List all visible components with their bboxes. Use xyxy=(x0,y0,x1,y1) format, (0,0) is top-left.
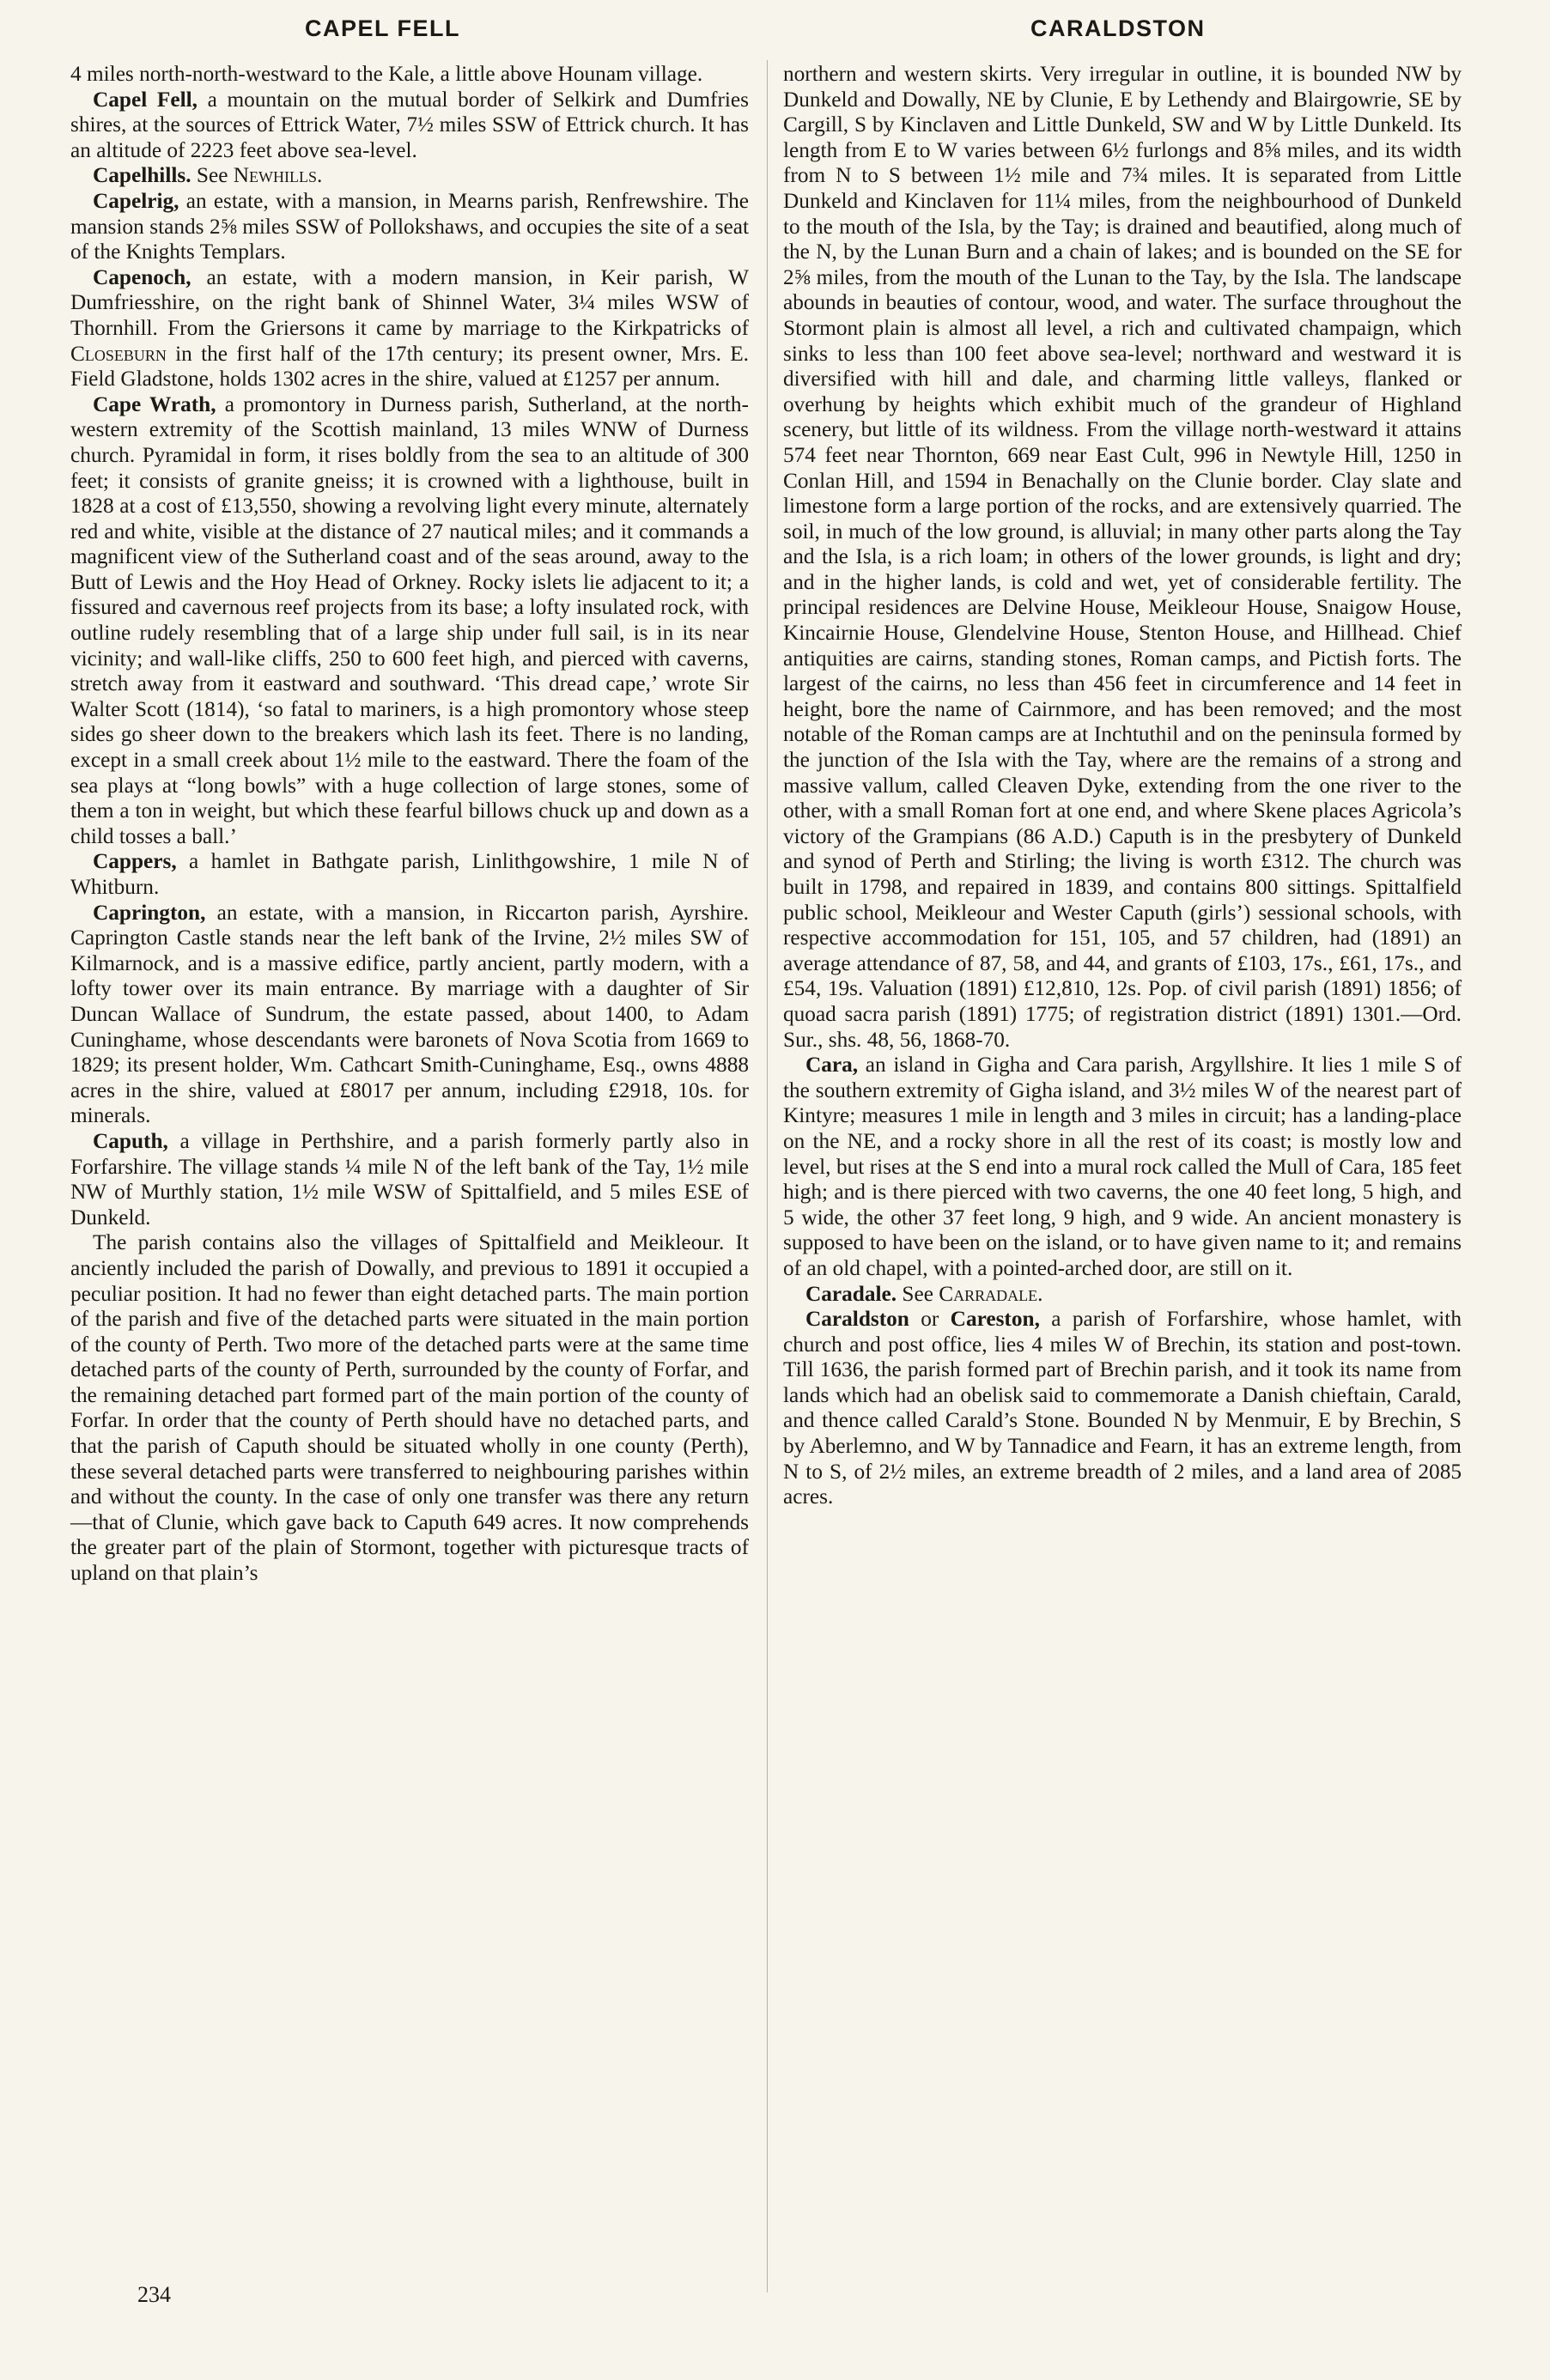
cross-reference: Carradale xyxy=(939,1281,1038,1306)
gazetteer-entry xyxy=(70,265,749,392)
running-header xyxy=(0,15,1550,50)
gazetteer-entry xyxy=(70,849,749,900)
entry-text: an estate, with a mansion, in Riccarton parish, Ayrshire. Caprington Castle stands near the left bank of the Irvine, 2½ miles SW of Kilmarnock, and is a massive edifice, partly ancient, partly modern, with a lofty tower over its main entrance. By marriage with a daughter of Sir Duncan Wallace of Sundrum, the estate passed, about 1400, to Adam Cuninghame, whose descendants were baronets of Nova Scotia from 1669 to 1829; its present holder, Wm. Cathcart Smith-Cuninghame, Esq., owns 4888 acres in the shire, valued at £8017 per annum, including £2918, 10s. for minerals. xyxy=(70,900,749,1128)
entry-text: a mountain on the mutual border of Selkirk and Dumfries shires, at the sources of Ettrick Water, 7½ miles SSW of Ettrick church. It has an altitude of 2223 feet above sea-level. xyxy=(70,87,749,162)
gazetteer-entry xyxy=(70,163,749,189)
gazetteer-entry xyxy=(783,1053,1462,1281)
gazetteer-entry xyxy=(783,1307,1462,1510)
entry-text-tail: a parish of Forfarshire, whose hamlet, with church and post office, lies 4 miles W of Brechin, its station and post-town. Till 1636, the parish formed part of Brechin parish, and it took its name from lands which had an obelisk said to commemorate a Danish chieftain, Carald, and thence called Carald’s Stone. Bounded N by Menmuir, E by Brechin, S by Aberlemno, and W by Tannadice and Fearn, it has an extreme length, from N to S, of 2½ miles, an extreme breadth of 2 miles, and a land area of 2085 acres. xyxy=(783,1307,1462,1509)
entry-text: an estate, with a mansion, in Mearns parish, Renfrewshire. The mansion stands 2⅝ miles SSW of Pollokshaws, and occupies the site of a seat of the Knights Templars. xyxy=(70,188,749,264)
entry-headword: Capelhills. xyxy=(93,163,191,188)
entry-text: a hamlet in Bathgate parish, Linlithgowshire, 1 mile N of Whitburn. xyxy=(70,849,749,899)
right-column xyxy=(783,62,1462,1510)
paragraph xyxy=(783,62,1462,1053)
gazetteer-entry xyxy=(783,1282,1462,1308)
gazetteer-entry xyxy=(70,901,749,1129)
gazetteer-entry xyxy=(70,1129,749,1230)
cross-reference: Closeburn xyxy=(70,341,167,366)
gazetteer-entry xyxy=(70,392,749,850)
entry-text: See xyxy=(897,1281,939,1306)
entry-headword: Cape Wrath, xyxy=(93,392,216,416)
entry-headword: Capel Fell, xyxy=(93,87,198,112)
left-column xyxy=(70,62,749,1587)
entry-text: a village in Perthshire, and a parish formerly partly also in Forfarshire. The village stands ¼ mile N of the left bank of the Tay, 1½ mile NW of Murthly station, 1½ mile WSW of Spittalfield, and 5 miles ESE of Dunkeld. xyxy=(70,1128,749,1229)
entry-headword: Cappers, xyxy=(93,849,177,874)
entry-headword: Capelrig, xyxy=(93,188,179,213)
entry-text: See xyxy=(191,163,234,188)
entry-text-tail: . xyxy=(1037,1281,1043,1306)
entry-text: a promontory in Durness parish, Sutherland, at the north-western extremity of the Scottish mainland, 13 miles WNW of Durness church. Pyramidal in form, it rises boldly from the sea to an altitude of 300 feet; it consists of granite gneiss; it is crowned with a lighthouse, built in 1828 at a cost of £13,550, showing a revolving light every minute, alternately red and white, visible at the distance of 27 nautical miles; and it commands a magnificent view of the Sutherland coast and of the seas around, away to the Butt of Lewis and the Hoy Head of Orkney. Rocky islets lie adjacent to it; a fissured and cavernous reef projects from its base; a lofty insulated rock, with outline rudely resembling that of a large ship under full sail, is in its near vicinity; and wall-like cliffs, 250 to 600 feet high, and pierced with caverns, stretch away from it eastward and southward. ‘This dread cape,’ wrote Sir Walter Scott (1814), ‘so fatal to mariners, is a high promontory whose steep sides go sheer down to the breakers which lash its feet. There is no landing, except in a small creek about 1½ mile to the eastward. There the foam of the sea plays at “long bowls” with a huge collection of large stones, some of them a ton in weight, but which these fearful billows chuck up and down as a child tosses a ball.’ xyxy=(70,392,749,848)
entry-headword: Capenoch, xyxy=(93,264,191,289)
page-number: 234 xyxy=(137,2282,171,2307)
paragraph xyxy=(70,62,749,88)
entry-headword: Caradale. xyxy=(805,1281,897,1306)
column-rule xyxy=(767,60,768,2292)
paragraph xyxy=(70,1230,749,1586)
header-right: CARALDSTON xyxy=(1030,15,1206,41)
entry-text: 4 miles north-north-westward to the Kale, a little above Hounam village. xyxy=(70,62,703,86)
entry-headword: Cara, xyxy=(805,1053,859,1078)
entry-text: or xyxy=(909,1307,951,1332)
entry-text: The parish contains also the villages of Spittalfield and Meikleour. It anciently included the parish of Dowally, and previous to 1891 it occupied a peculiar position. It had no fewer than eight detached parts. The main portion of the parish and five of the detached parts were situated in the main portion of the county of Perth. Two more of the detached parts were at the same time detached parts of the county of Perth, surrounded by the county of Forfar, and the remaining detached part formed part of the main portion of the county of Forfar. In order that the county of Perth should have no detached parts, and that the parish of Caputh should be situated wholly in one county (Perth), these several detached parts were transferred to neighbouring parishes within and without the county. In the case of only one transfer was there any return—that of Clunie, which gave back to Caputh 649 acres. It now comprehends the greater part of the plain of Stormont, together with picturesque tracts of upland on that plain’s xyxy=(70,1230,749,1586)
gazetteer-entry xyxy=(70,88,749,164)
entry-headword: Caputh, xyxy=(93,1128,168,1153)
header-left: CAPEL FELL xyxy=(305,15,461,41)
entry-text-tail: . xyxy=(317,163,323,188)
entry-text: an estate, with a modern mansion, in Keir parish, W Dumfriesshire, on the right bank of Shinnel Water, 3¼ miles WSW of Thornhill. From the Griersons it came by marriage to the Kirkpatricks of xyxy=(70,264,749,340)
entry-headword-alt: Careston, xyxy=(950,1307,1040,1332)
entry-headword: Caprington, xyxy=(93,900,206,925)
entry-text-tail: in the first half of the 17th century; its present owner, Mrs. E. Field Gladstone, holds 1302 acres in the shire, valued at £1257 per annum. xyxy=(70,341,749,392)
gazetteer-entry xyxy=(70,189,749,265)
cross-reference: Newhills xyxy=(233,163,318,188)
entry-headword: Caraldston xyxy=(805,1307,909,1332)
entry-text: northern and western skirts. Very irregular in outline, it is bounded NW by Dunkeld and Dowally, NE by Clunie, E by Lethendy and Blairgowrie, SE by Cargill, S by Kinclaven and Little Dunkeld, SW and W by Little Dunkeld. Its length from E to W varies between 6½ furlongs and 8⅝ miles, and its width from N to S between 1½ mile and 7¾ miles. It is separated from Little Dunkeld and Kinclaven for 11¼ miles, from the neighbourhood of Dunkeld to the mouth of the Isla, by the Tay; is drained and beautified, along much of the N, by the Lunan Burn and a chain of lakes; and is bounded on the SE for 2⅝ miles, from the mouth of the Lunan to the Tay, by the Isla. The landscape abounds in beauties of contour, wood, and water. The surface throughout the Stormont plain is almost all level, a rich and cultivated champaign, which sinks to less than 100 feet above sea-level; northward and westward it is diversified with hill and dale, and charming little valleys, flanked or overhung by heights which exhibit much of the grandeur of Highland scenery, but little of its wildness. From the village north-westward it attains 574 feet near Thornton, 669 near East Cult, 996 in Newtyle Hill, 1250 in Conlan Hill, and 1594 in Benachally on the Clunie border. Clay slate and limestone form a large portion of the rocks, and are extensively quarried. The soil, in much of the low ground, is alluvial; in many other parts along the Tay and the Isla, is a rich loam; in others of the lower grounds, is light and dry; and in the higher lands, is cold and wet, yet of considerable fertility. The principal residences are Delvine House, Meikleour House, Snaigow House, Kincairnie House, Glendelvine House, Stenton House, and Hillhead. Chief antiquities are cairns, standing stones, Roman camps, and Pictish forts. The largest of the cairns, no less than 456 feet in circumference and 14 feet in height, bore the name of Cairnmore, and has been removed; and the most notable of the Roman camps are at Inchtuthil and on the peninsula formed by the junction of the Isla with the Tay, where are the remains of a strong and massive vallum, called Cleaven Dyke, extending from the one river to the other, with a small Roman fort at one end, and where Skene places Agricola’s victory of the Grampians (86 A.D.) Caputh is in the presbytery of Dunkeld and synod of Perth and Stirling; the living is worth £312. The church was built in 1798, and repaired in 1839, and contains 800 sittings. Spittalfield public school, Meikleour and Wester Caputh (girls’) sessional schools, with respective accommodation for 151, 105, and 57 children, had (1891) an average attendance of 87, 58, and 44, and grants of £103, 17s., £61, 17s., and £54, 19s. Valuation (1891) £12,810, 12s. Pop. of civil parish (1891) 1856; of quoad sacra parish (1891) 1775; of registration district (1891) 1301.—Ord. Sur., shs. 48, 56, 1868-70. xyxy=(783,62,1462,1052)
entry-text: an island in Gigha and Cara parish, Argyllshire. It lies 1 mile S of the southern extremity of Gigha island, and 3½ miles W of the nearest part of Kintyre; measures 1 mile in length and 3 miles in circuit; has a landing-place on the NE, and a rocky shore in all the rest of its coast; is mostly low and level, but rises at the S end into a mural rock called the Mull of Cara, 185 feet high; and is there pierced with two caverns, the one 40 feet long, 5 high, and 5 wide, the other 37 feet long, 9 high, and 9 wide. An ancient monastery is supposed to have been on the island, or to have given name to it; and remains of an old chapel, with a pointed-arched door, are still on it. xyxy=(783,1053,1462,1280)
